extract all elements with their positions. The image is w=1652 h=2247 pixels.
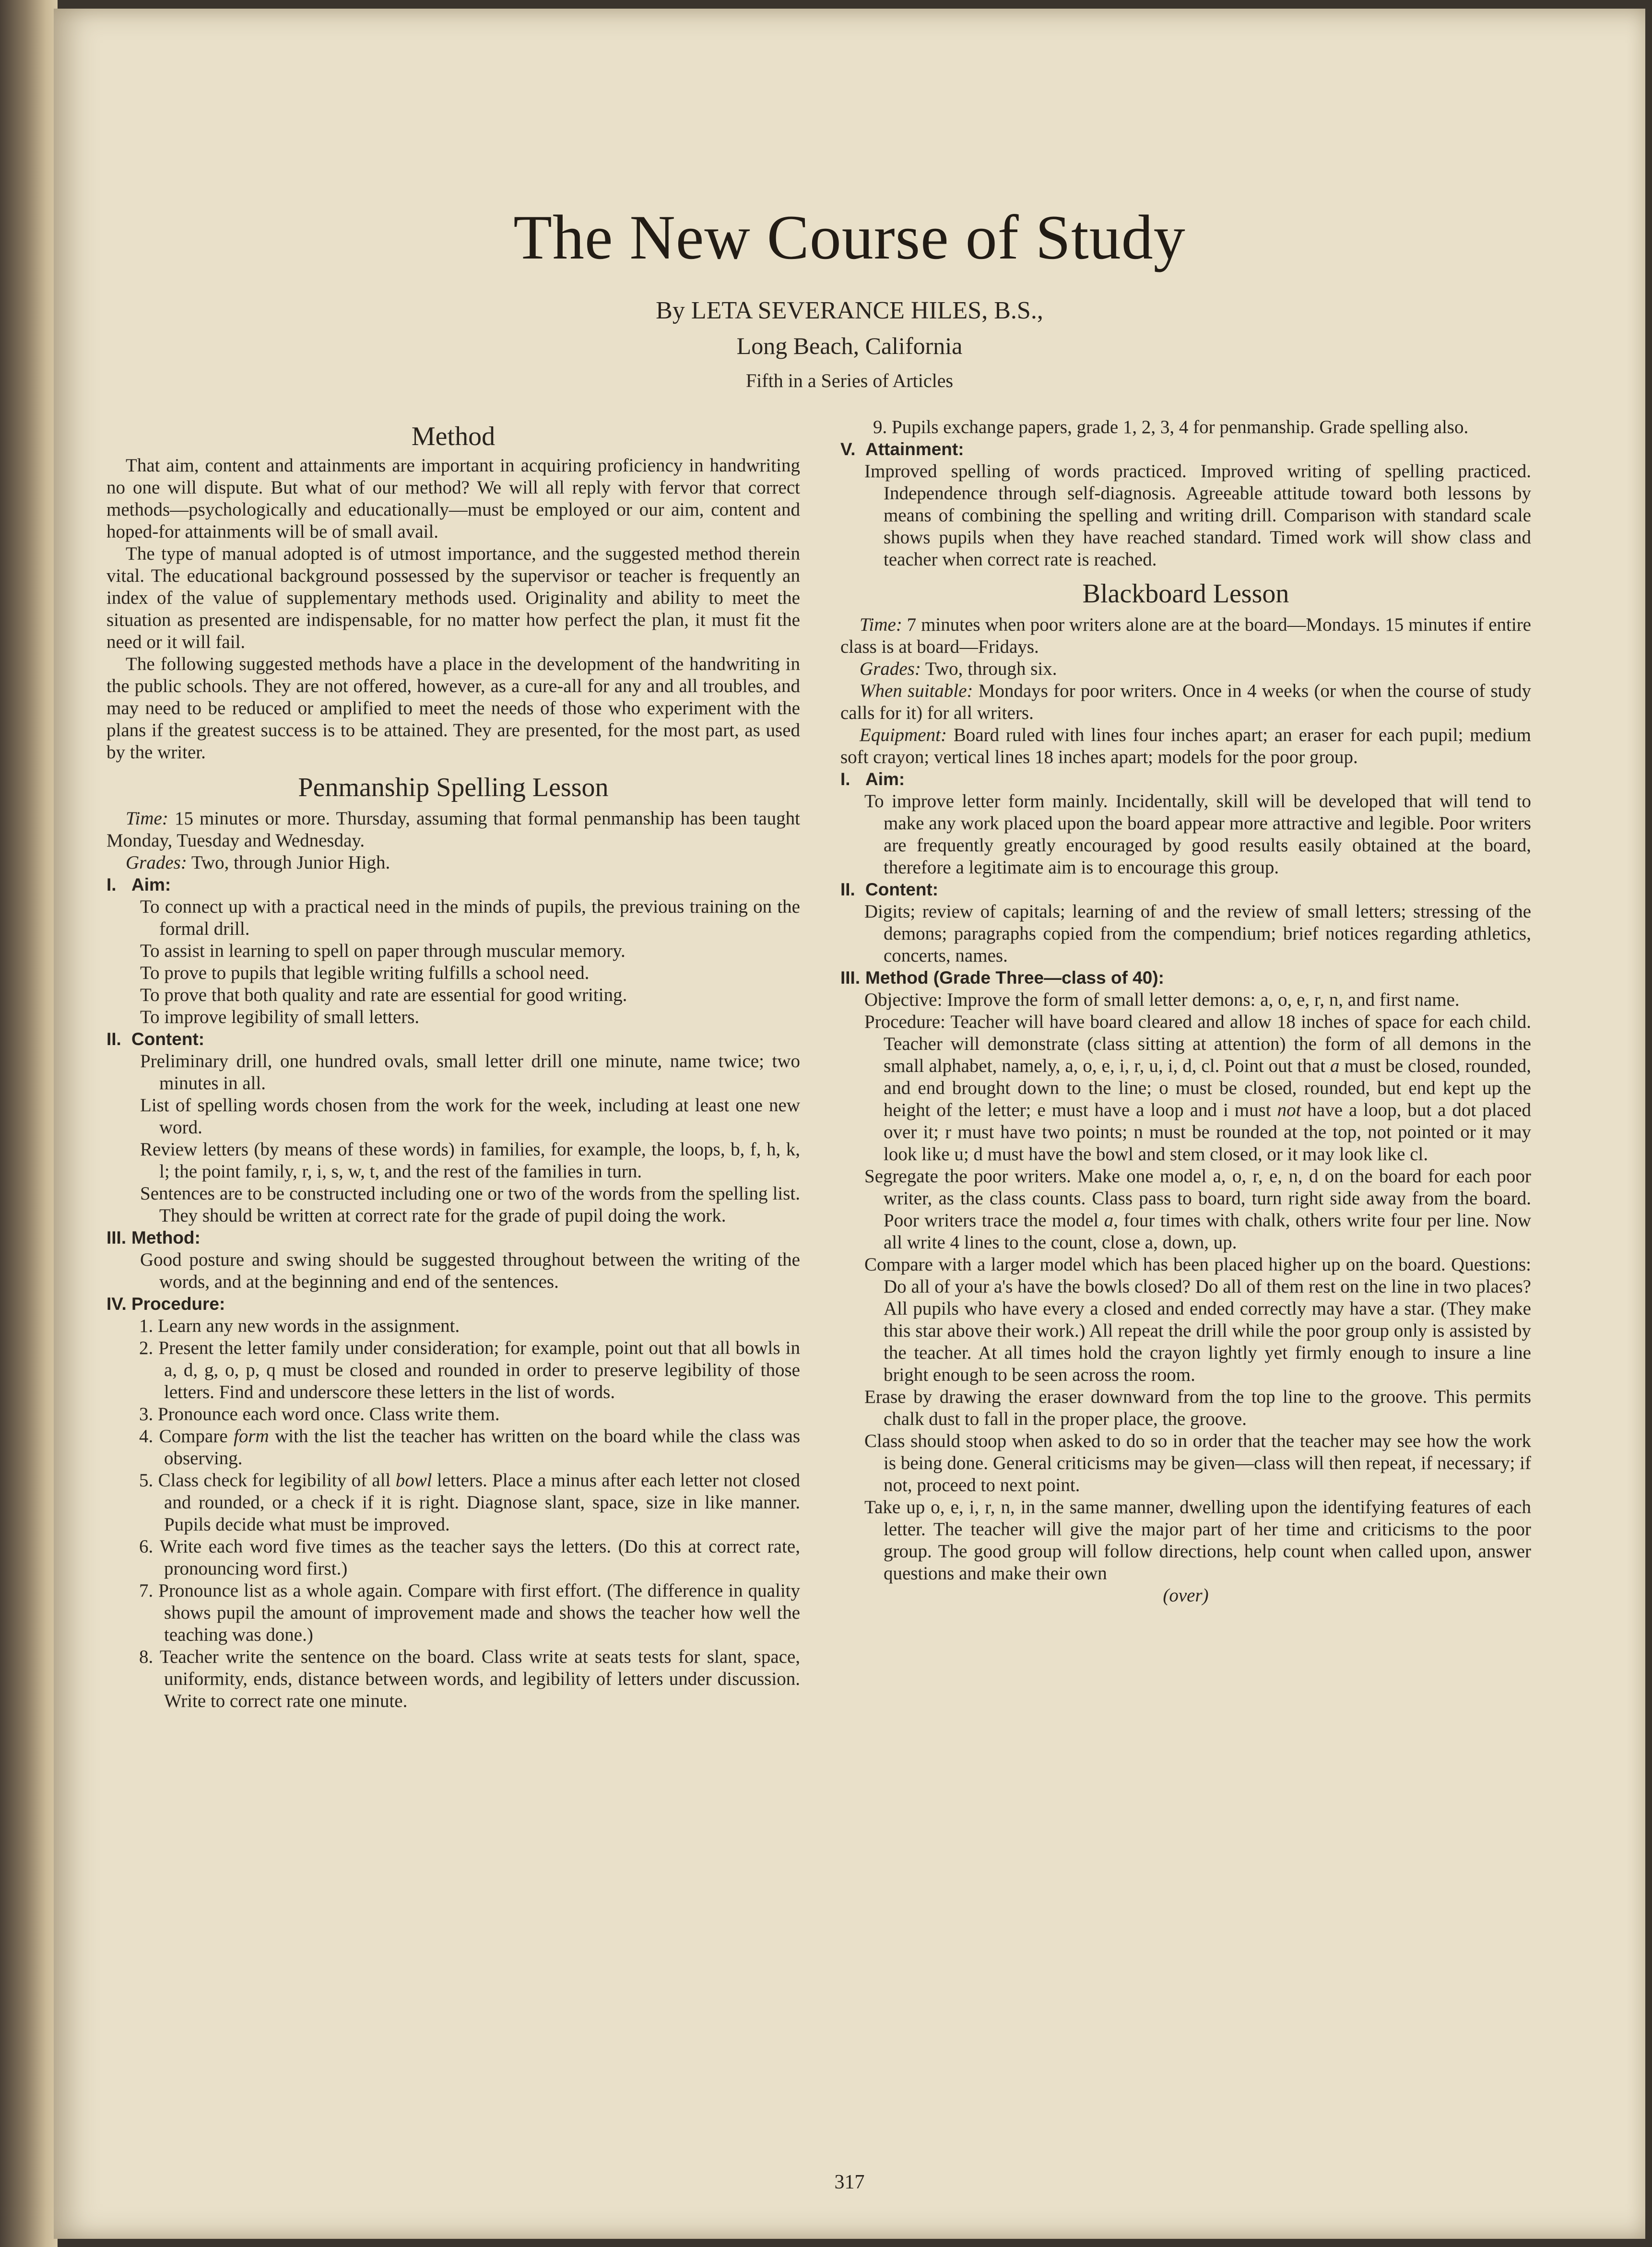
procedure-text: Procedure: Teacher will have board cleared and allow 18 inches of space for each child. Teacher will demonstrate (class sitting at attention) the form of all demons in the small alphabet, namely, a, o, e, i, r, u, i, d, cl. Point out that a must be closed, rounded, and end brought down to the line; o must be closed, rounded, but end kept up the height of the letter; e must have a loop and i must not have a loop, but a dot placed over it; r must have two points; n must be rounded at the top, not pointed or it may look like u; d must have the bowl and stem closed, or it may look like cl. (864, 1012, 1531, 1165)
time-label: Time: (126, 808, 168, 829)
blackboard-content-heading: II. Content: (840, 880, 939, 899)
journal-page (54, 9, 1645, 2239)
content-item: Preliminary drill, one hundred ovals, small letter drill one minute, name twice; two minutes in all. (140, 1051, 800, 1094)
procedure-step: 5. Class check for legibility of all bowl letters. Place a minus after each letter not closed and rounded, or a check if it is right. Diagnose slant, space, size in like manner. Pupils decide what must be improved. (139, 1470, 800, 1535)
blackboard-when: When suitable: Mondays for poor writers. Once in 4 weeks (or when the course of study calls for it) for all writers. (840, 681, 1532, 723)
objective-text: Objective: Improve the form of small letter demons: a, o, e, r, n, and first name. (864, 989, 1460, 1010)
procedure-step: 8. Teacher write the sentence on the board. Class write at seats tests for slant, space, uniformity, ends, distance between words, and legibility of letters under discussion. Write to correct rate one minute. (139, 1647, 801, 1711)
method-paragraph: Take up o, e, i, r, n, in the same manner, dwelling upon the identifying features of each letter. The teacher will give the major part of her time and criticisms to the poor group. The good group will follow directions, help count when called upon, answer questions and make their own (864, 1497, 1531, 1584)
author-location: Long Beach, California (736, 332, 963, 359)
grades-label: Grades: (126, 852, 187, 873)
method-paragraph: Class should stoop when asked to do so in order that the teacher may see how the work is being done. General criticisms may be given—class will then repeat, if necessary; if not, proceed to next point. (864, 1431, 1531, 1495)
blackboard-heading: Blackboard Lesson (1082, 579, 1289, 609)
aim-item: To assist in learning to spell on paper through muscular memory. (140, 941, 625, 961)
procedure-heading: IV. Procedure: (106, 1294, 225, 1314)
article-author: By LETA SEVERANCE HILES, B.S., (656, 297, 1043, 324)
time-text: 15 minutes or more. Thursday, assuming that formal penmanship has been taught Monday, Tuesday and Wednesday. (106, 808, 801, 851)
blackboard-time: Time: 7 minutes when poor writers alone are at the board—Mondays. 15 minutes if entire class is at board—Fridays. (840, 614, 1531, 657)
continued-note: (over) (1163, 1585, 1209, 1606)
facing-page-edge (0, 0, 58, 2247)
blackboard-method-heading: III. Method (Grade Three—class of 40): (840, 968, 1164, 988)
method-paragraph-3: The following suggested methods have a place in the development of the handwriting in the public schools. They are not offered, however, as a cure-all for any and all troubles, and may need to be reduced or amplified to meet the needs of those who experiment with the plans if the greatest success is to be attained. They are presented, for the most part, as used by the writer. (106, 654, 800, 763)
procedure-step: 3. Pronounce each word once. Class write them. (139, 1404, 500, 1424)
blackboard-grades: Grades: Two, through six. (860, 659, 1057, 679)
right-column (840, 416, 1531, 1607)
aim-item: To improve legibility of small letters. (140, 1007, 420, 1027)
content-heading: II. Content: (106, 1029, 205, 1049)
method-subheading: III. Method: (106, 1228, 201, 1247)
method-paragraph: Erase by drawing the eraser downward from the top line to the groove. This permits chalk dust to fall in the proper place, the groove. (864, 1387, 1531, 1429)
procedure-step: 6. Write each word five times as the teacher says the letters. (Do this at correct rate, pronouncing word first.) (139, 1536, 800, 1579)
method-paragraph-2: The type of manual adopted is of utmost importance, and the suggested method therein vital. The educational background possessed by the supervisor or teacher is frequently an index of the value of supplementary methods used. Originality and ability to meet the situation as presented are indispensable, for no matter how perfect the plan, it must fit the need or it will fail. (106, 543, 800, 652)
method-paragraph-1: That aim, content and attainments are important in acquiring proficiency in handwriting no one will dispute. But what of our method? We will all reply with fervor that correct methods—psychologically and educationally—must be employed or our aim, content and hoped-for attainments will be of small avail. (106, 455, 800, 542)
aim-item: To connect up with a practical need in the minds of pupils, the previous training on the formal drill. (140, 896, 800, 939)
method-item: Good posture and swing should be suggested throughout between the writing of the words, and at the beginning and end of the sentences. (140, 1249, 800, 1292)
series-note: Fifth in a Series of Articles (745, 370, 954, 391)
penmanship-heading: Penmanship Spelling Lesson (298, 773, 609, 802)
procedure-step: 7. Pronounce list as a whole again. Compare with first effort. (The difference in quality shows pupil the amount of improvement made and shows the teacher how well the teaching was done.) (139, 1580, 800, 1645)
grades-text: Two, through Junior High. (191, 852, 390, 873)
aim-item: To prove to pupils that legible writing fulfills a school need. (140, 963, 590, 983)
procedure-step: 1. Learn any new words in the assignment. (139, 1316, 460, 1336)
procedure-step: 4. Compare form with the list the teacher has written on the board while the class was observing. (139, 1426, 801, 1469)
method-heading: Method (411, 422, 496, 451)
penmanship-time (106, 808, 800, 852)
page-number: 317 (834, 2171, 865, 2193)
content-item: Sentences are to be constructed including one or two of the words from the spelling list. They should be written at correct rate for the grade of pupil doing the work. (140, 1183, 800, 1226)
attainment-text: Improved spelling of words practiced. Improved writing of spelling practiced. Independence through self-diagnosis. Agreeable attitude toward both lessons by means of combining the spelling and writing drill. Comparison with standard scale shows pupils when they have reached standard. Timed work will show class and teacher when correct rate is reached. (864, 461, 1531, 570)
content-item: Review letters (by means of these words) in families, for example, the loops, b, f, h, k, l; the point family, r, i, s, w, t, and the rest of the families in turn. (140, 1139, 800, 1182)
blackboard-aim-text: To improve letter form mainly. Incidentally, skill will be developed that will tend to make any work placed upon the board appear more attractive and legible. Poor writers are frequently greatly encouraged by good results easily obtained at the board, therefore a legitimate aim is to encourage this group. (864, 791, 1531, 878)
blackboard-content-text: Digits; review of capitals; learning of and the review of small letters; stressing of the demons; paragraphs copied from the compendium; brief notices regarding athletics, concerts, names. (864, 901, 1531, 966)
aim-item: To prove that both quality and rate are essential for good writing. (140, 985, 627, 1005)
content-item: List of spelling words chosen from the work for the week, including at least one new word. (140, 1095, 800, 1138)
method-paragraph: Compare with a larger model which has been placed higher up on the board. Questions: Do all of your a's have the bowls closed? Do all of them rest on the line in two places? All pupils who have every a closed and ended correctly may have a star. (They make this star above their work.) All repeat the drill while the poor group only is assisted by the teacher. At all times hold the crayon lightly yet firmly enough to insure a line bright enough to be seen across the room. (864, 1254, 1531, 1385)
attainment-heading: V. Attainment: (840, 439, 964, 459)
article-title: The New Course of Study (513, 202, 1186, 272)
aim-heading: I. Aim: (106, 875, 171, 894)
penmanship-grades (106, 852, 800, 874)
blackboard-aim-heading: I. Aim: (840, 769, 905, 789)
segregate-text: Segregate the poor writers. Make one model a, o, r, e, n, d on the board for each poor writer, as the class counts. Class pass to board, turn right side away from the board. Poor writers trace the model a, four times with chalk, others write four per line. Now all write 4 lines to the count, close a, down, up. (864, 1166, 1531, 1253)
procedure-step: 2. Present the letter family under consideration; for example, point out that all bowls in a, d, g, o, p, q must be closed and rounded in order to preserve legibility of those letters. Find and underscore these letters in the list of words. (139, 1338, 800, 1402)
procedure-step: 9. Pupils exchange papers, grade 1, 2, 3, 4 for penmanship. Grade spelling also. (873, 417, 1469, 437)
blackboard-equipment: Equipment: Board ruled with lines four inches apart; an eraser for each pupil; medium soft crayon; vertical lines 18 inches apart; models for the poor group. (840, 725, 1531, 767)
left-column (106, 416, 800, 1712)
